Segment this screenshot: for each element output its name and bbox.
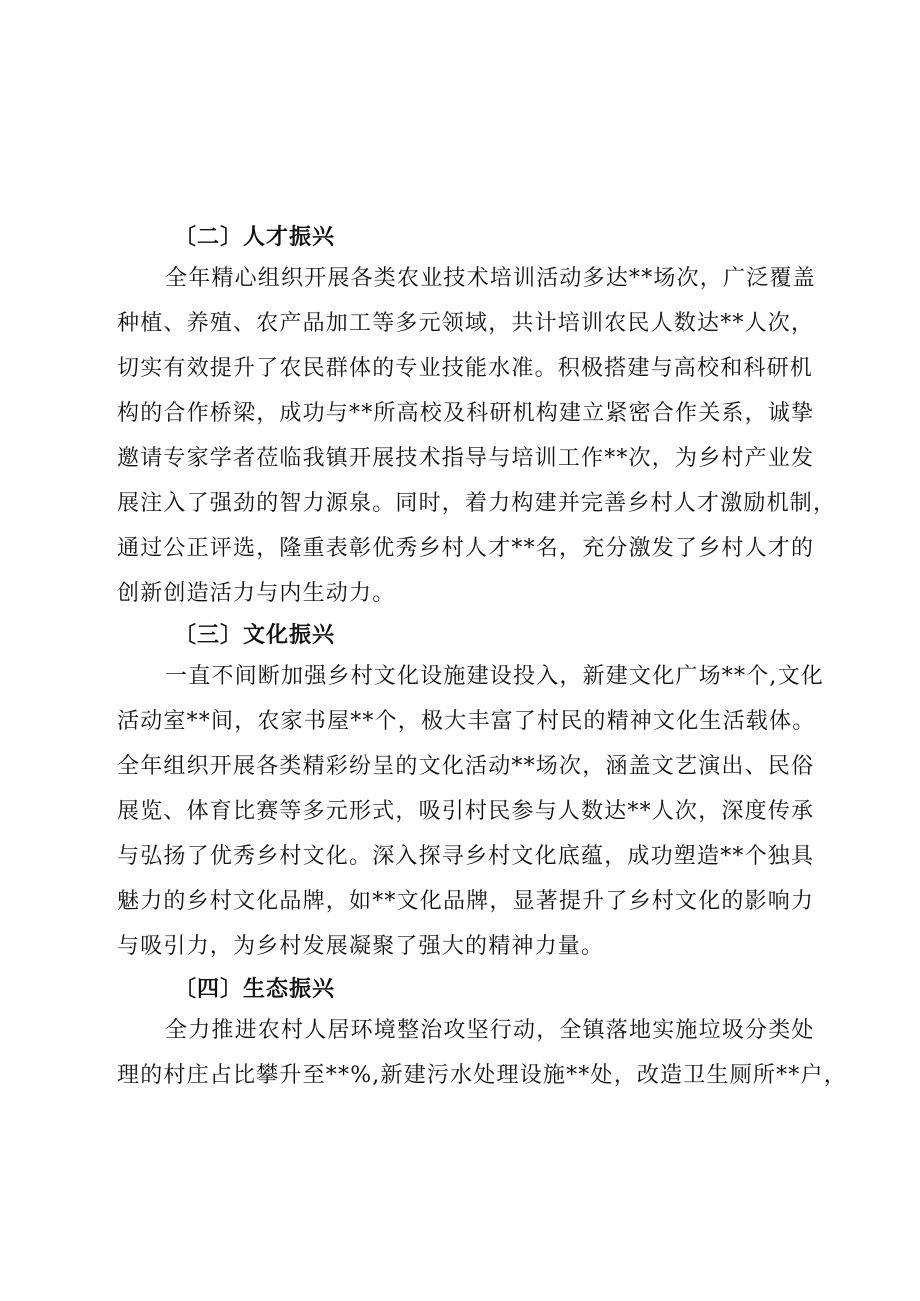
paragraph-line: 构的合作桥梁，成功与**所高校及科研机构建立紧密合作关系，诚挚 bbox=[117, 401, 815, 426]
section-heading-talent: 〔二〕人才振兴 bbox=[174, 224, 336, 250]
paragraph-line: 一直不间断加强乡村文化设施建设投入，新建文化广场**个,文化 bbox=[165, 664, 824, 689]
paragraph-line: 与吸引力，为乡村发展凝聚了强大的精神力量。 bbox=[117, 934, 605, 959]
paragraph-line: 活动室**间，农家书屋**个，极大丰富了村民的精神文化生活载体。 bbox=[117, 709, 816, 734]
paragraph-line: 全年组织开展各类精彩纷呈的文化活动**场次，涵盖文艺演出、民俗 bbox=[117, 754, 815, 779]
paragraph-line: 通过公正评选，隆重表彰优秀乡村人才**名，充分激发了乡村人才的 bbox=[117, 536, 815, 561]
paragraph-line: 切实有效提升了农民群体的专业技能水准。积极搭建与高校和科研机 bbox=[117, 356, 814, 381]
paragraph-line: 魅力的乡村文化品牌，如**文化品牌，显著提升了乡村文化的影响力 bbox=[117, 889, 815, 914]
paragraph-line: 展注入了强劲的智力源泉。同时，着力构建并完善乡村人才激励机制， bbox=[117, 491, 837, 516]
paragraph-line: 理的村庄占比攀升至**%,新建污水处理设施**处，改造卫生厕所**户， bbox=[117, 1063, 847, 1088]
paragraph-line: 与弘扬了优秀乡村文化。深入探寻乡村文化底蕴，成功塑造**个独具 bbox=[117, 844, 815, 869]
paragraph-line: 全力推进农村人居环境整治攻坚行动，全镇落地实施垃圾分类处 bbox=[165, 1018, 815, 1043]
paragraph-line: 展览、体育比赛等多元形式，吸引村民参与人数达**人次，深度传承 bbox=[117, 799, 815, 824]
paragraph-line: 创新创造活力与内生动力。 bbox=[117, 581, 396, 606]
section-heading-culture: 〔三〕文化振兴 bbox=[174, 622, 336, 648]
paragraph-line: 全年精心组织开展各类农业技术培训活动多达**场次，广泛覆盖 bbox=[165, 266, 816, 291]
paragraph-line: 种植、养殖、农产品加工等多元领域，共计培训农民人数达**人次， bbox=[117, 311, 815, 336]
section-heading-ecology: 〔四〕生态振兴 bbox=[174, 976, 336, 1002]
paragraph-line: 邀请专家学者莅临我镇开展技术指导与培训工作**次，为乡村产业发 bbox=[117, 446, 815, 471]
